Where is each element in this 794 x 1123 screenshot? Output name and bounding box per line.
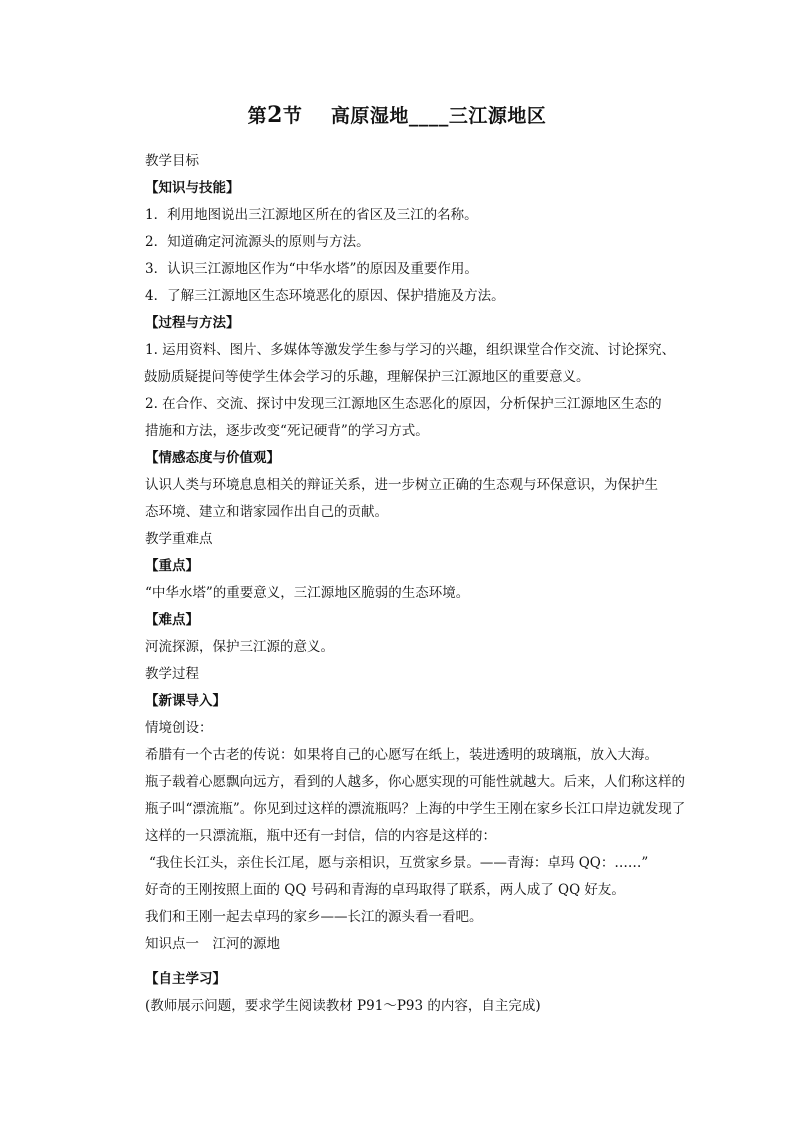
story-line-3: 瓶子叫“漂流瓶”。你见到过这样的漂流瓶吗？上海的中学生王刚在家乡长江口岸边就发现了 xyxy=(145,801,686,817)
focus-heading: 【重点】 xyxy=(145,558,199,574)
knowledge-point-heading: 知识点一 江河的源地 xyxy=(145,936,280,952)
story-line-2: 瓶子载着心愿飘向远方，看到的人越多，你心愿实现的可能性就越大。后来，人们称这样的 xyxy=(145,774,685,790)
title-name: 高原湿地 xyxy=(330,105,409,127)
knowledge-item: 4．了解三江源地区生态环境恶化的原因、保护措施及方法。 xyxy=(145,288,505,304)
focus-text: “中华水塔”的重要意义，三江源地区脆弱的生态环境。 xyxy=(145,585,470,601)
knowledge-heading: 【知识与技能】 xyxy=(145,180,240,196)
title-dash: ____ xyxy=(408,105,449,127)
self-study-note: (教师展示问题，要求学生阅读教材 P91～P93 的内容，自主完成) xyxy=(145,998,541,1014)
difficult-text: 河流探源，保护三江源的意义。 xyxy=(145,639,334,655)
emotion-line-1: 认识人类与环境息息相关的辩证关系，进一步树立正确的生态观与环保意识，为保护生 xyxy=(145,477,658,493)
key-heading: 教学重难点 xyxy=(145,531,213,547)
process-heading: 【过程与方法】 xyxy=(145,315,240,331)
document-body xyxy=(145,148,685,1020)
knowledge-item: 1．利用地图说出三江源地区所在的省区及三江的名称。 xyxy=(145,207,478,223)
emotion-heading: 【情感态度与价值观】 xyxy=(145,450,280,466)
scene-label: 情境创设： xyxy=(145,720,213,736)
title-prefix: 第 xyxy=(247,105,268,127)
title-area: 三江源地区 xyxy=(448,105,547,127)
knowledge-item: 3．认识三江源地区作为“中华水塔”的原因及重要作用。 xyxy=(145,261,478,277)
title-section: 节 xyxy=(282,105,303,127)
story-line-4: 这样的一只漂流瓶，瓶中还有一封信，信的内容是这样的： xyxy=(145,828,496,844)
process2-heading: 教学过程 xyxy=(145,666,199,682)
title-number: 2 xyxy=(267,102,283,128)
process-paragraph-1-line-1: 1. 运用资料、图片、多媒体等激发学生参与学习的兴趣，组织课堂合作交流、讨论探究、 xyxy=(145,342,676,358)
intro-heading: 【新课导入】 xyxy=(145,693,226,709)
letter-line-1: “我住长江头，亲住长江尾，愿与亲相识，互赏家乡景。——青海：卓玛 QQ：……” xyxy=(149,855,649,871)
process-paragraph-2-line-1: 2. 在合作、交流、探讨中发现三江源地区生态恶化的原因，分析保护三江源地区生态的 xyxy=(145,396,662,412)
lead-line: 我们和王刚一起去卓玛的家乡——长江的源头看一看吧。 xyxy=(145,909,483,925)
story-line-1: 希腊有一个古老的传说：如果将自己的心愿写在纸上，装进透明的玻璃瓶，放入大海。 xyxy=(145,747,658,763)
page-title xyxy=(0,101,794,128)
knowledge-item: 2．知道确定河流源头的原则与方法。 xyxy=(145,234,370,250)
self-study-heading: 【自主学习】 xyxy=(145,971,226,987)
process-paragraph-2-line-2: 措施和方法，逐步改变“死记硬背”的学习方式。 xyxy=(145,423,429,439)
process-paragraph-1-line-2: 鼓励质疑提问等使学生体会学习的乐趣，理解保护三江源地区的重要意义。 xyxy=(144,369,590,385)
emotion-line-2: 态环境、建立和谐家园作出自己的贡献。 xyxy=(145,504,388,520)
goals-heading: 教学目标 xyxy=(145,153,199,169)
difficult-heading: 【难点】 xyxy=(145,612,199,628)
letter-line-2: 好奇的王刚按照上面的 QQ 号码和青海的卓玛取得了联系，两人成了 QQ 好友。 xyxy=(145,882,625,898)
